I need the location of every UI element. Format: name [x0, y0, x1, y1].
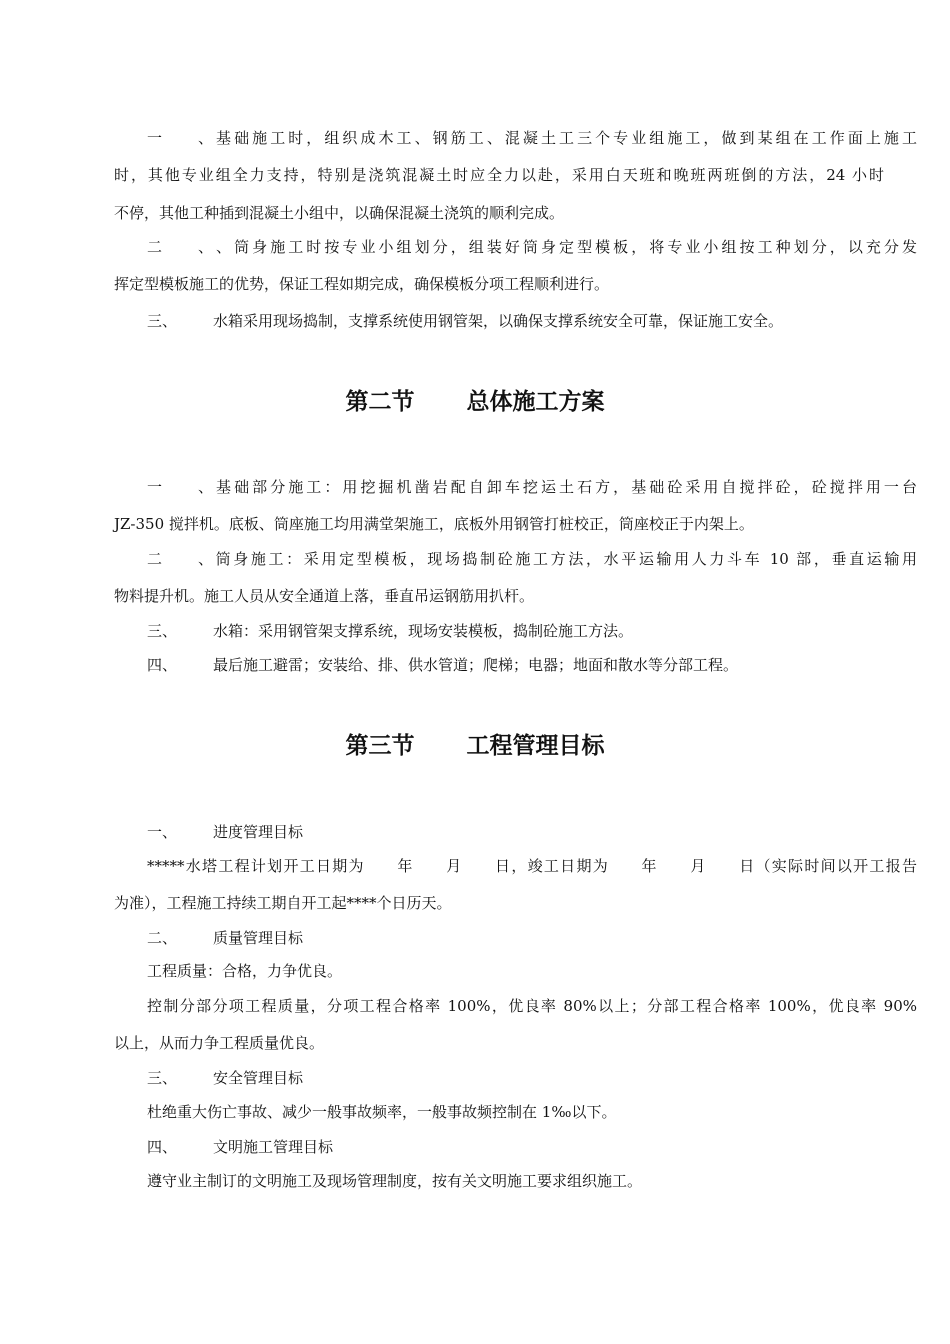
subheading	[114, 1068, 917, 1088]
paragraph-line: *****水塔工程计划开工日期为 年 月 日，竣工日期为 年 月 日（实际时间以开工报告	[147, 857, 917, 875]
paragraph-line	[114, 311, 917, 331]
subheading-title: 进度管理目标	[213, 823, 304, 841]
paragraph-line: 挥定型模板施工的优势，保证工程如期完成，确保模板分项工程顺利进行。	[114, 275, 610, 293]
section-heading	[0, 387, 950, 417]
paragraph-line: 控制分部分项工程质量，分项工程合格率 100%，优良率 80%以上；分部工程合格率 100%，优良率 90%	[147, 997, 917, 1015]
paragraph-line: 遵守业主制订的文明施工及现场管理制度，按有关文明施工要求组织施工。	[147, 1172, 643, 1190]
item-number: 四、	[147, 1138, 178, 1156]
paragraph-line	[114, 477, 917, 497]
paragraph-line: 不停，其他工种插到混凝土小组中，以确保混凝土浇筑的顺利完成。	[114, 204, 565, 222]
paragraph-line: JZ-350 搅拌机。底板、筒座施工均用满堂架施工，底板外用钢管打桩校正，筒座校正于内架上。	[114, 515, 754, 533]
section-number: 第二节	[345, 389, 415, 415]
item-number: 二、	[147, 550, 213, 568]
item-number: 二、	[147, 929, 178, 947]
paragraph-line: 杜绝重大伤亡事故、减少一般事故频率，一般事故频控制在 1‰以下。	[147, 1103, 617, 1121]
item-text: 基础部分施工：用挖掘机凿岩配自卸车挖运土石方，基础砼采用自搅拌砼，砼搅拌用一台	[213, 478, 917, 496]
item-number: 一、	[147, 823, 178, 841]
item-text: 水箱采用现场捣制，支撑系统使用钢管架，以确保支撑系统安全可靠，保证施工安全。	[213, 312, 784, 330]
item-number: 三、	[147, 312, 178, 330]
item-number: 一、	[147, 478, 213, 496]
item-number: 二、	[147, 238, 213, 256]
paragraph-line: 物料提升机。施工人员从安全通道上落，垂直吊运钢筋用扒杆。	[114, 587, 535, 605]
subheading-title: 质量管理目标	[213, 929, 304, 947]
paragraph-line	[114, 128, 917, 148]
item-text: 最后施工避雷；安装给、排、供水管道；爬梯；电器；地面和散水等分部工程。	[213, 656, 739, 674]
section-title: 工程管理目标	[466, 733, 605, 759]
subheading-title: 安全管理目标	[213, 1069, 304, 1087]
section-number: 第三节	[345, 733, 415, 759]
paragraph-line	[114, 655, 917, 675]
item-number: 三、	[147, 1069, 178, 1087]
section-heading	[0, 731, 950, 761]
item-text: 水箱：采用钢管架支撑系统，现场安装模板，捣制砼施工方法。	[213, 622, 634, 640]
item-number: 三、	[147, 622, 178, 640]
item-text: 、筒身施工时按专业小组划分，组装好筒身定型模板，将专业小组按工种划分，以充分发	[213, 238, 917, 256]
item-text: 基础施工时，组织成木工、钢筋工、混凝土工三个专业组施工，做到某组在工作面上施工	[213, 129, 917, 147]
paragraph-line	[114, 621, 917, 641]
subheading	[114, 1137, 917, 1157]
subheading	[114, 928, 917, 948]
paragraph-line: 为准），工程施工持续工期自开工起****个日历天。	[114, 894, 452, 912]
item-text: 筒身施工：采用定型模板，现场捣制砼施工方法，水平运输用人力斗车 10 部，垂直运输用	[213, 550, 917, 568]
item-number: 一、	[147, 129, 213, 147]
item-number: 四、	[147, 656, 178, 674]
paragraph-line: 时，其他专业组全力支持，特别是浇筑混凝土时应全力以赴，采用白天班和晚班两班倒的方法，24 小时	[114, 166, 884, 184]
subheading-title: 文明施工管理目标	[213, 1138, 334, 1156]
paragraph-line	[114, 549, 917, 569]
paragraph-line	[114, 237, 917, 257]
section-title: 总体施工方案	[466, 389, 605, 415]
paragraph-line: 以上，从而力争工程质量优良。	[114, 1034, 325, 1052]
subheading	[114, 822, 917, 842]
paragraph-line: 工程质量：合格，力争优良。	[147, 962, 343, 980]
